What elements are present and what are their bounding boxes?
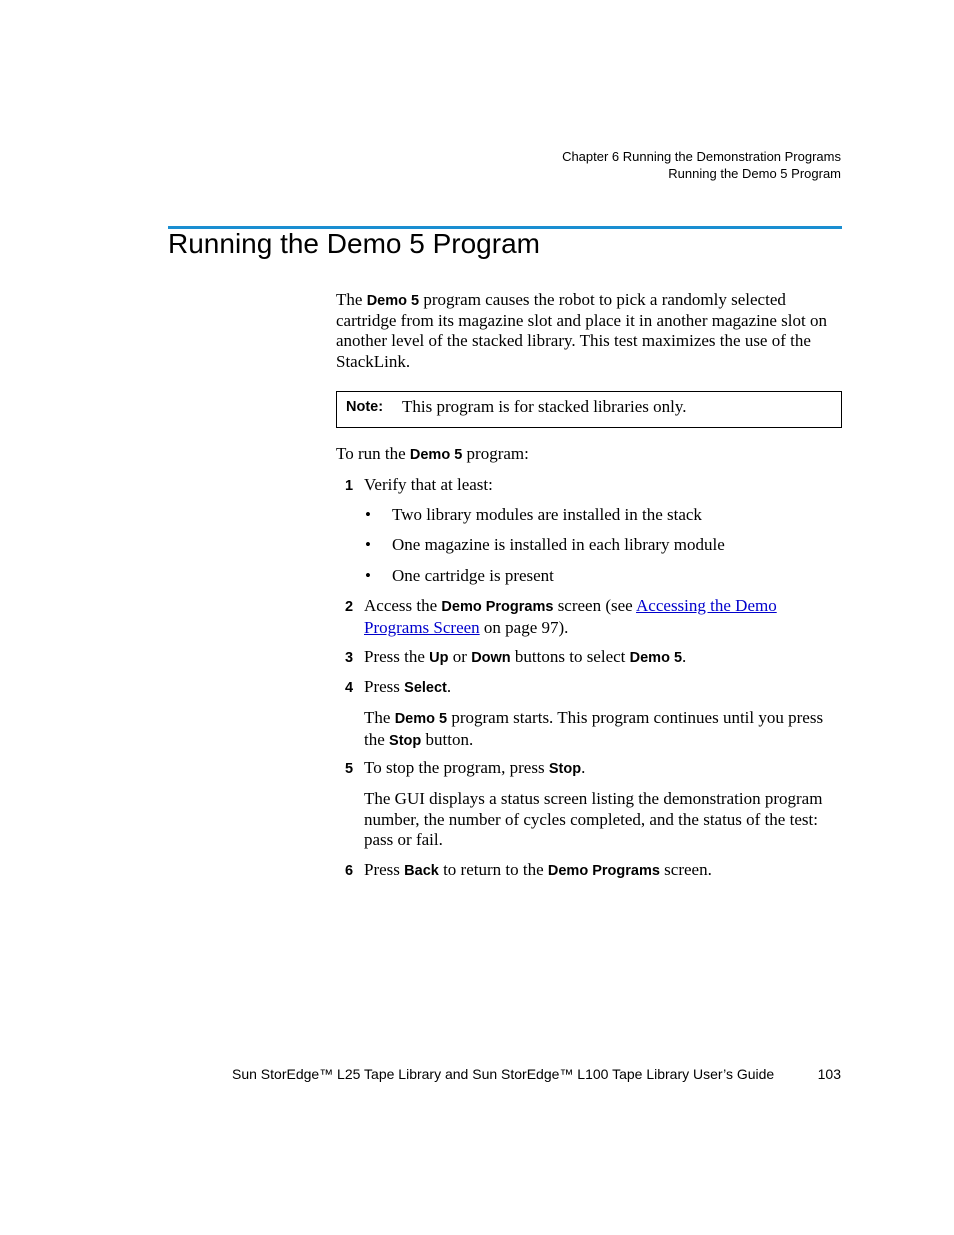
step-5-text-2: .	[581, 758, 586, 777]
step-5-text	[364, 758, 842, 780]
step-6-keyword-demo-programs: Demo Programs	[547, 863, 660, 879]
note-box	[336, 391, 842, 428]
step-5-keyword-stop: Stop	[548, 761, 582, 777]
step-3-number: 3	[345, 650, 354, 666]
step-2-text	[364, 596, 842, 638]
lead-text-2: program:	[462, 444, 529, 463]
step-5-number: 5	[345, 761, 354, 777]
step-4-number: 4	[345, 680, 354, 696]
step-6-text-3: screen.	[659, 860, 712, 879]
step-5-text-1: To stop the program, press	[364, 758, 549, 777]
intro-paragraph	[336, 290, 842, 372]
note-text: This program is for stacked libraries only.	[402, 397, 687, 416]
step-2-text-3: on page 97).	[479, 617, 569, 637]
step-3-text-3: buttons to select	[510, 647, 630, 666]
step-6-text	[364, 860, 842, 882]
intro-text-2: program causes the robot to pick a randomly selected cartridge from its magazine slot and place it in another magazine slot on another level of the stacked library. This test maximizes the use of the StackLink.	[336, 290, 827, 371]
step-2-text-2: screen (see	[553, 596, 637, 615]
step-6-text-2: to return to the	[438, 860, 548, 879]
bullet-2-text: One magazine is installed in each library module	[392, 535, 725, 554]
step-4-text-2: .	[446, 677, 452, 696]
running-header-section: Running the Demo 5 Program	[668, 166, 841, 181]
page-title: Running the Demo 5 Program	[168, 228, 540, 259]
step-2-text-1: Access the	[364, 596, 442, 615]
lead-text-1: To run the	[336, 444, 410, 463]
intro-text-1: The	[336, 290, 367, 309]
step-3-keyword-up: Up	[429, 650, 449, 666]
step-4-para-text-2: program starts. This program continues until you press the	[364, 708, 824, 749]
step-4-para-text-1: The	[364, 708, 395, 727]
bullet-3-marker: •	[365, 566, 371, 585]
step-4-para-keyword-demo5: Demo 5	[394, 711, 448, 727]
step-6-keyword-back: Back	[404, 863, 439, 879]
step-5-paragraph: The GUI displays a status screen listing the demonstration program number, the number of cycles completed, and the status of the test: pass or fail.	[364, 789, 823, 849]
cross-reference-link[interactable]: Accessing the Demo Programs Screen	[364, 596, 777, 637]
step-6-text-1: Press	[364, 860, 405, 879]
intro-keyword-demo5: Demo 5	[366, 293, 420, 309]
step-3-text-1: Press the	[364, 647, 430, 666]
bullet-2-marker: •	[365, 535, 371, 554]
step-4-keyword-select: Select	[404, 680, 447, 696]
step-4-text	[364, 677, 842, 699]
bullet-1-marker: •	[365, 505, 371, 524]
footer-guide-title: Sun StorEdge™ L25 Tape Library and Sun StorEdge™ L100 Tape Library User’s Guide	[232, 1066, 775, 1082]
step-3-keyword-demo5: Demo 5	[629, 650, 683, 666]
note-label: Note:	[346, 399, 384, 415]
bullet-1-text: Two library modules are installed in the stack	[392, 505, 702, 524]
step-4-paragraph	[364, 708, 842, 751]
step-3-text	[364, 647, 842, 669]
step-4-para-text-3: button.	[421, 729, 474, 749]
step-4-para-keyword-stop: Stop	[389, 732, 422, 749]
footer-page-number: 103	[817, 1066, 841, 1082]
step-3-text-2: or	[448, 647, 472, 666]
step-6-number: 6	[345, 863, 354, 879]
running-header-chapter: Chapter 6 Running the Demonstration Programs	[562, 149, 841, 164]
step-2-number: 2	[345, 599, 354, 615]
step-1-number: 1	[345, 478, 354, 494]
step-1-text: Verify that at least:	[364, 475, 493, 494]
step-4-text-1: Press	[364, 677, 405, 696]
procedure-lead	[336, 444, 842, 465]
lead-keyword-demo5: Demo 5	[409, 447, 463, 463]
bullet-3-text: One cartridge is present	[392, 566, 554, 585]
step-3-text-4: .	[682, 647, 687, 666]
step-2-keyword-demo-programs: Demo Programs	[441, 599, 554, 615]
step-3-keyword-down: Down	[471, 650, 511, 666]
